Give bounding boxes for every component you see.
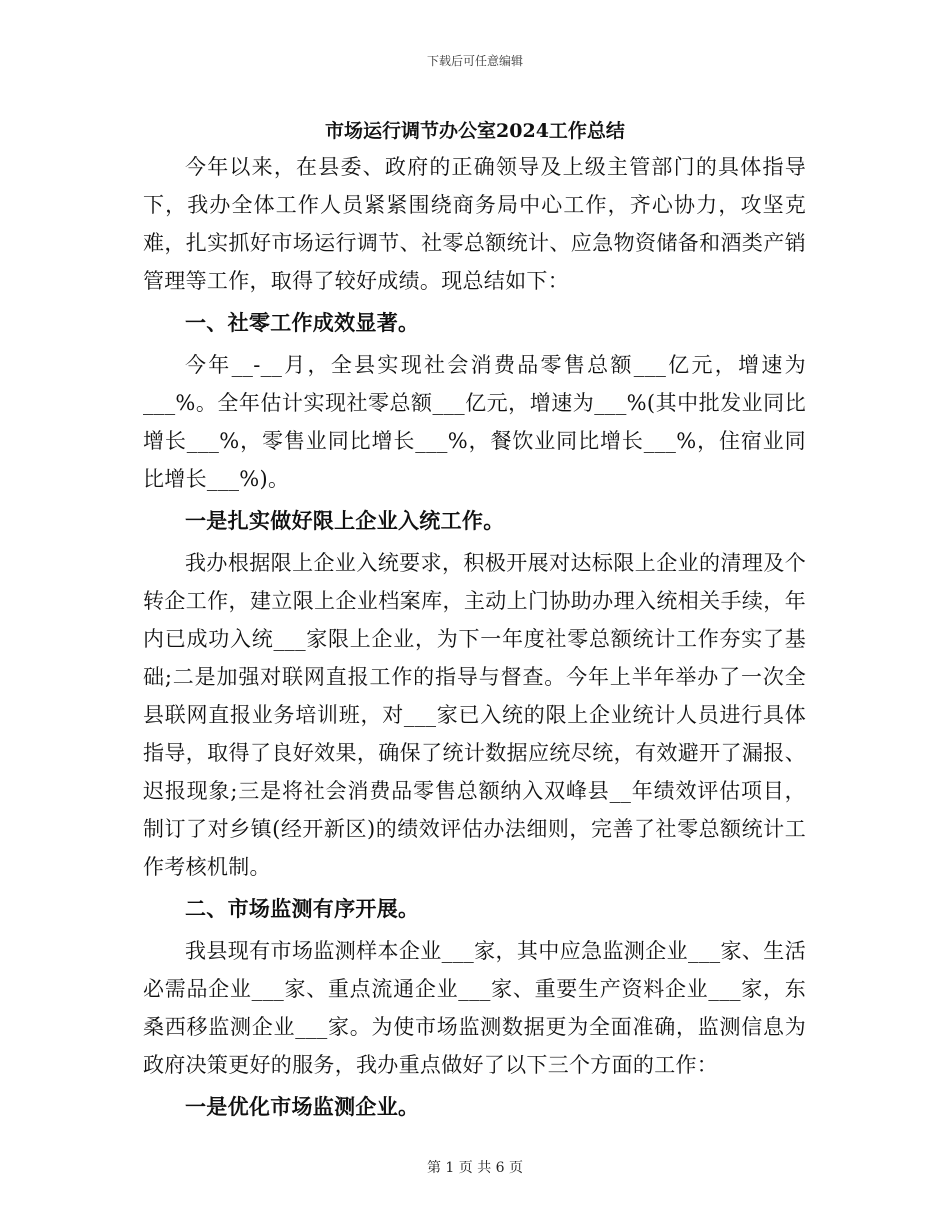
paragraph-intro: 今年以来，在县委、政府的正确领导及上级主管部门的具体指导下，我办全体工作人员紧紧围绕商务局中心工作，齐心协力，攻坚克难，扎实抓好市场运行调节、社零总额统计、应急物资储备和酒类产销管理等工作，取得了较好成绩。现总结如下：: [143, 155, 806, 293]
section-heading-1: 一、社零工作成效显著。: [185, 310, 420, 335]
paragraph-enterprise-registration: 我办根据限上企业入统要求，积极开展对达标限上企业的清理及个转企工作，建立限上企业档案库，主动上门协助办理入统相关手续，年内已成功入统___家限上企业，为下一年度社零总额统计工作夯实了基础;二是加强对联网直报工作的指导与督查。今年上半年举办了一次全县联网直报业务培训班，对___家已入统的限上企业统计人员进行具体指导，取得了良好效果，确保了统计数据应统尽统，有效避开了漏报、迟报现象;三是将社会消费品零售总额纳入双峰县__年绩效评估项目，制订了对乡镇(经开新区)的绩效评估办法细则，完善了社零总额统计工作考核机制。: [143, 551, 806, 879]
header-note: 下载后可任意编辑: [426, 54, 523, 68]
page-title: 市场运行调节办公室2024工作总结: [325, 120, 625, 142]
document-body: [143, 148, 806, 1130]
page-number-footer: 第 1 页 共 6 页: [426, 1160, 524, 1176]
paragraph-market-monitoring: 我县现有市场监测样本企业___家，其中应急监测企业___家、生活必需品企业___家、重点流通企业___家、重要生产资料企业___家，东桑西移监测企业___家。为使市场监测数据更为全面准确，监测信息为政府决策更好的服务，我办重点做好了以下三个方面的工作：: [143, 939, 806, 1077]
subheading-optimize-monitoring: 一是优化市场监测企业。: [185, 1094, 420, 1119]
subheading-enterprise-registration: 一是扎实做好限上企业入统工作。: [185, 508, 505, 533]
paragraph-retail-stats: 今年__-__月，全县实现社会消费品零售总额___亿元，增速为___%。全年估计实现社零总额___亿元，增速为___%(其中批发业同比增长___%，零售业同比增长___%，餐饮业同比增长___%，住宿业同比增长___%)。: [143, 353, 806, 491]
section-heading-2: 二、市场监测有序开展。: [185, 896, 420, 921]
